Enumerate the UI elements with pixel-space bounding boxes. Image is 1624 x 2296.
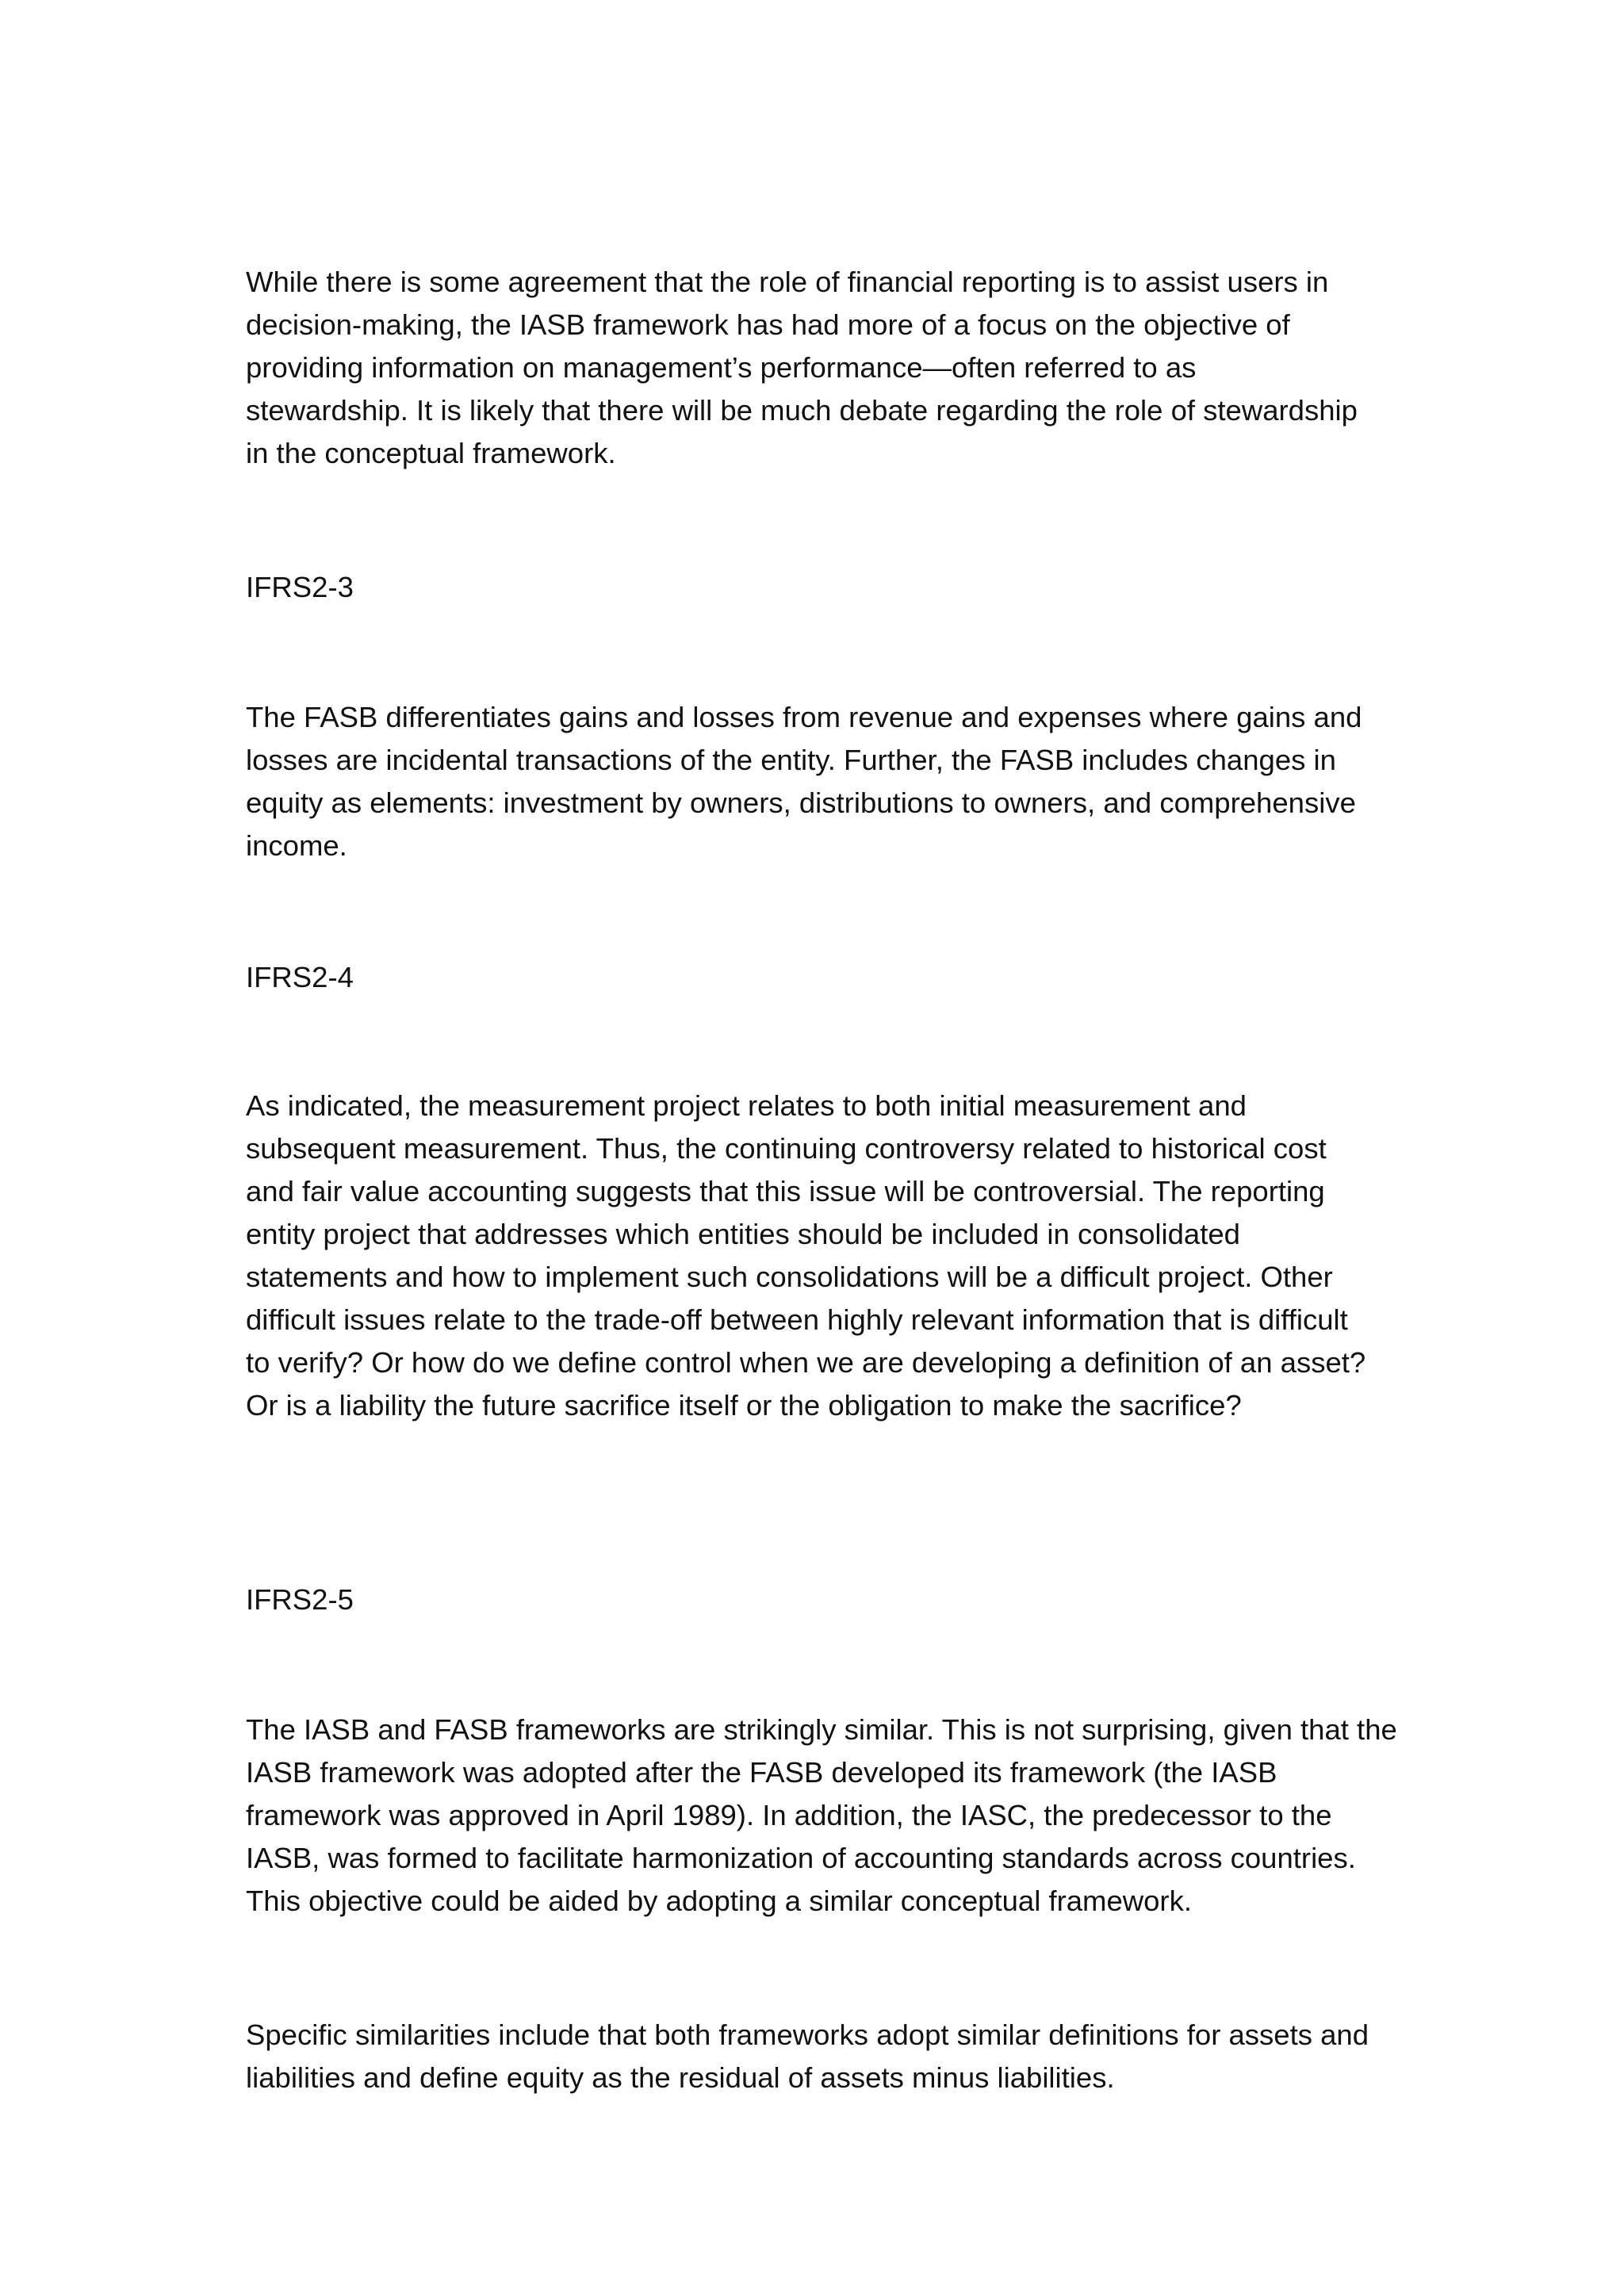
paragraph-fasb-gains-losses: The FASB differentiates gains and losses from revenue and expenses where gains and losses are incidental transactions of the entity. Further, the FASB includes changes in equity as elements: investment by owners, distributions to owners, and comprehensive income.	[246, 701, 1362, 862]
paragraph-measurement-project: As indicated, the measurement project relates to both initial measurement and subsequent measurement. Thus, the continuing controversy related to historical cost and fair value accounting suggests that this issue will be controversial. The reporting entity project that addresses which entities should be included in consolidated statements and how to implement such consolidations will be a difficult project. Other difficult issues relate to the trade-off between highly relevant information that is difficult to verify? Or how do we define control when we are developing a definition of an asset? Or is a liability the future sacrifice itself or the obligation to make the sacrifice?	[246, 1089, 1366, 1422]
heading-ifrs2-4: IFRS2-4	[246, 961, 354, 993]
paragraph-stewardship: While there is some agreement that the role of financial reporting is to assist users in decision-making, the IASB framework has had more of a focus on the objective of providing information on management’s performance—often referred to as stewardship. It is likely that there will be much debate regarding the role of stewardship in the conceptual framework.	[246, 266, 1358, 469]
paragraph-specific-similarities: Specific similarities include that both frameworks adopt similar definitions for assets and liabilities and define equity as the residual of assets minus liabilities.	[246, 2019, 1369, 2094]
paragraph-framework-similarities: The IASB and FASB frameworks are strikingly similar. This is not surprising, given that the IASB framework was adopted after the FASB developed its framework (the IASB framework was approved in April 1989). In addition, the IASC, the predecessor to the IASB, was formed to facilitate harmonization of accounting standards across countries. This objective could be aided by adopting a similar conceptual framework.	[246, 1713, 1397, 1917]
heading-ifrs2-5: IFRS2-5	[246, 1583, 354, 1616]
heading-ifrs2-3: IFRS2-3	[246, 571, 354, 603]
